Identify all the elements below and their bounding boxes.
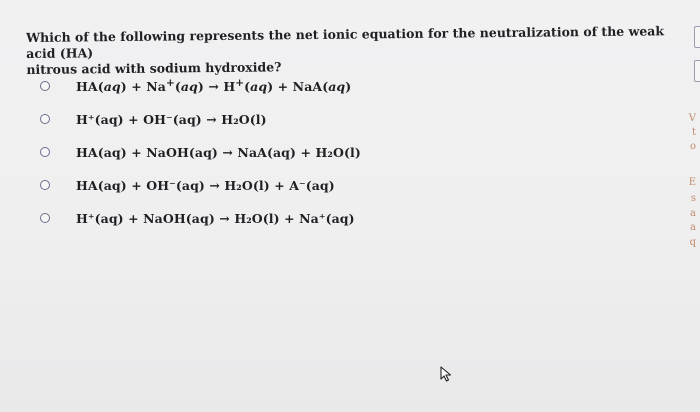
option-3-equation: HA(aq) + NaOH(aq) → NaA(aq) + H₂O(l): [76, 144, 361, 160]
option-1-equation: HA(aq) + Na+(aq) → H+(aq) + NaA(aq): [76, 77, 352, 95]
radio-button[interactable]: [40, 213, 50, 223]
option-2-equation: H⁺(aq) + OH⁻(aq) → H₂O(l): [76, 111, 267, 127]
question-line-1: Which of the following represents the net ionic equation for the neutralization of the weak acid (HA): [26, 23, 665, 61]
edge-char: o: [689, 141, 696, 152]
radio-button[interactable]: [40, 147, 50, 157]
question-line-2: nitrous acid with sodium hydroxide?: [26, 59, 282, 77]
answer-option-5[interactable]: [40, 208, 355, 228]
answer-option-4[interactable]: [40, 175, 335, 195]
answer-option-2[interactable]: [40, 109, 267, 129]
question-text: [26, 23, 666, 78]
radio-button[interactable]: [40, 180, 50, 190]
edge-input-box[interactable]: [694, 60, 700, 82]
edge-char: V: [688, 113, 696, 124]
adjacent-panel-edge: [684, 0, 700, 412]
edge-char: a: [690, 222, 696, 233]
answer-option-3[interactable]: [40, 142, 361, 162]
option-4-equation: HA(aq) + OH⁻(aq) → H₂O(l) + A⁻(aq): [76, 177, 335, 193]
edge-char: s: [690, 193, 696, 204]
edge-char: t: [691, 127, 696, 138]
edge-char: E: [688, 177, 696, 188]
edge-char: a: [690, 208, 696, 219]
radio-button[interactable]: [40, 81, 50, 91]
edge-input-box[interactable]: [694, 26, 700, 48]
answer-option-1[interactable]: [40, 76, 351, 96]
edge-char: q: [689, 237, 696, 248]
mouse-pointer-icon: [440, 366, 454, 382]
radio-button[interactable]: [40, 114, 50, 124]
option-5-equation: H⁺(aq) + NaOH(aq) → H₂O(l) + Na⁺(aq): [76, 210, 355, 226]
